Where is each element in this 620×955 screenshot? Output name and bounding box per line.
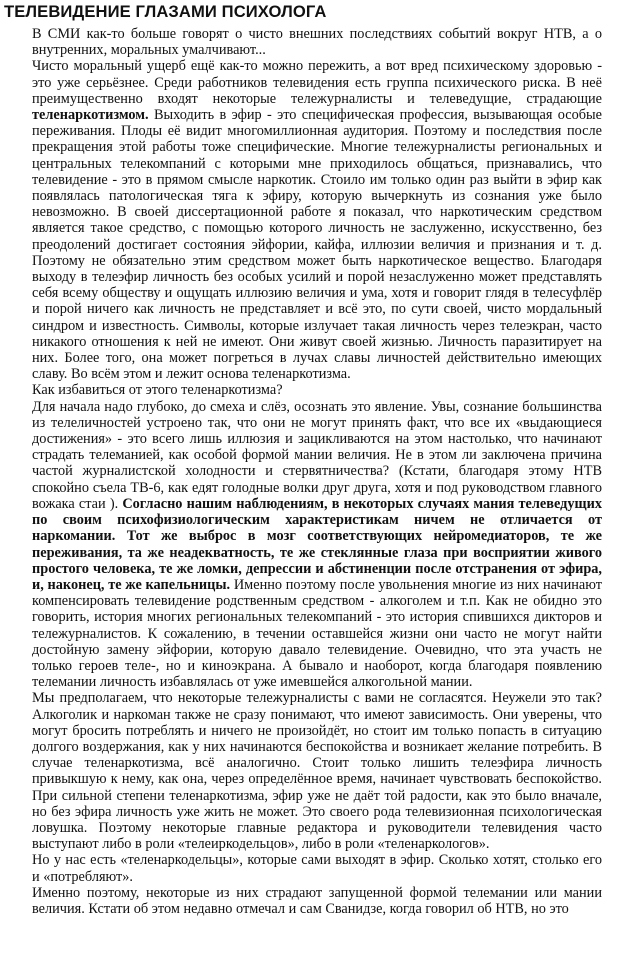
paragraph-6 (32, 852, 602, 884)
paragraph-text-after: Именно поэтому после увольнения многие из них начинают компенсировать телевидение родственным средством - алкоголем и т.п. Как не обидно это говорить, история многих региональных телекомпаний - это история спившихся дикторов и тележурналистов. К сожалению, в течении оставшейся жизни они часто не могут найти достойную замену эйфории, которую давало телевидение. Очевидно, что эта участь не только героев теле-, но и киноэкрана. А бывало и наоборот, когда благодаря появлению телемании личность избавлялась от уже имевшейся алкогольной мании. (32, 576, 602, 691)
paragraph-7 (32, 885, 602, 917)
paragraph-text: Как избавиться от этого теленаркотизма? (32, 382, 283, 399)
paragraph-5 (32, 690, 602, 852)
paragraph-4 (32, 399, 602, 691)
paragraph-text: Для начала надо глубоко, до смеха и слёз, осознать это явление. Увы, сознание большинства из телеличностей устроено так, что они не могут принять факт, что все их «выдающиеся достижения» - это всего лишь иллюзия и зацикливаются на этом настолько, что начинают страдать телеманией, как особой формой мании величия. Не в этом ли заключена причина частой журналистской холодности и стервятничества? (Кстати, благодаря этому НТВ спокойно съела ТВ-6, как едят голодные волки друг друга, хотя и под руководством главного вожака стаи ). (32, 398, 602, 512)
page-title: ТЕЛЕВИДЕНИЕ ГЛАЗАМИ ПСИХОЛОГА (4, 2, 327, 21)
paragraph-1 (32, 26, 602, 58)
paragraph-2 (32, 58, 602, 382)
paragraph-bold-text: Согласно нашим наблюдениям, в некоторых случаях мания телеведущих по своим психофизиологическим характеристикам ничем не отличается от наркомании. Тот же выброс в мозг соответствующих нейромедиаторов, те же переживания, та же неадекватность, те же стеклянные глаза при восприятии живого простого человека, те же ломки, депрессии и абстиненции после отстранения от эфира, и, наконец, те же капельницы. (32, 495, 602, 593)
paragraph-text-after: Выходить в эфир - это специфическая профессия, вызывающая особые переживания. Плоды её видит многомиллионная аудитория. Поэтому и последствия после прекращения этой работы тоже специфические. Многие тележурналисты региональных и центральных телекомпаний с которыми мне приходилось общаться, признавались, что телевидение - это в прямом смысле наркотик. Стоило им только один раз выйти в эфир как появлялась патологическая тяга к эфиру, которую вычеркнуть из сознания уже было невозможно. В своей диссертационной работе я показал, что наркотическим средством является такое средство, с помощью которого личность не заслуженно, искусственно, без преодолений достигает состояния эйфории, кайфа, иллюзии величия и признания и т. д. Поэтому не обязательно этим средством может быть наркотическое вещество. Благодаря выходу в телеэфир личность без особых усилий и порой незаслуженно может представлять себя всему обществу и ощущать иллюзию величия и ума, хотя и говорит глядя в телесуфлёр и порой ничего как личность не представляет и всё это, по сути своей, чисто мордальный синдром и известность. Символы, которые излучает такая личность через телеэкран, часто никакого отношения к ней не имеют. Они живут своей жизнью. Личность паразитирует на них. Более того, она может погреться в лучах славы личностей действительно имеющих славу. Во всём этом и лежит основа теленаркотизма. (32, 107, 602, 383)
paragraph-text: Чисто моральный ущерб ещё как-то можно пережить, а вот вред психическому здоровью - это уже серьёзнее. Среди работников телевидения есть группа психического риска. В неё преимущественно входят некоторые тележурналисты и телеведущие, страдающие (32, 58, 602, 107)
article-body (32, 26, 602, 917)
paragraph-text: Но у нас есть «теленаркодельцы», которые сами выходят в эфир. Сколько хотят, столько его и «потребляют». (32, 852, 602, 885)
paragraph-bold-text: теленаркотизмом. (32, 107, 149, 124)
paragraph-3 (32, 382, 602, 398)
paragraph-text: Именно поэтому, некоторые из них страдают запущенной формой телемании или мании величия. Кстати об этом недавно отмечал и сам Сванидзе, когда говорил об НТВ, но это (32, 884, 602, 917)
paragraph-text: В СМИ как-то больше говорят о чисто внешних последствиях событий вокруг НТВ, а о внутренних, моральных умалчивают... (32, 26, 602, 59)
paragraph-text: Мы предполагаем, что некоторые тележурналисты с вами не согласятся. Неужели это так? Алкоголик и наркоман также не сразу понимают, что имеют зависимость. Они уверены, что могут бросить потреблять и ничего не произойдёт, но стоит им только попасть в ситуацию долгого воздержания, как у них начинаются беспокойства и возникает желание потребить. В случае теленаркотизма, всё аналогично. Стоит только лишить телеэфира личность привыкшую к нему, как она, через определённое время, начинает чувствовать беспокойство. При сильной степени теленаркотизма, эфир уже не даёт той радости, как это было вначале, но без эфира личность уже жить не может. Это своего рода телевизионная психологическая ловушка. Поэтому некоторые главные редактора и руководители телевидения часто выступают либо в роли «телеиркодельцов», либо в роли «теленаркологов». (32, 690, 602, 853)
